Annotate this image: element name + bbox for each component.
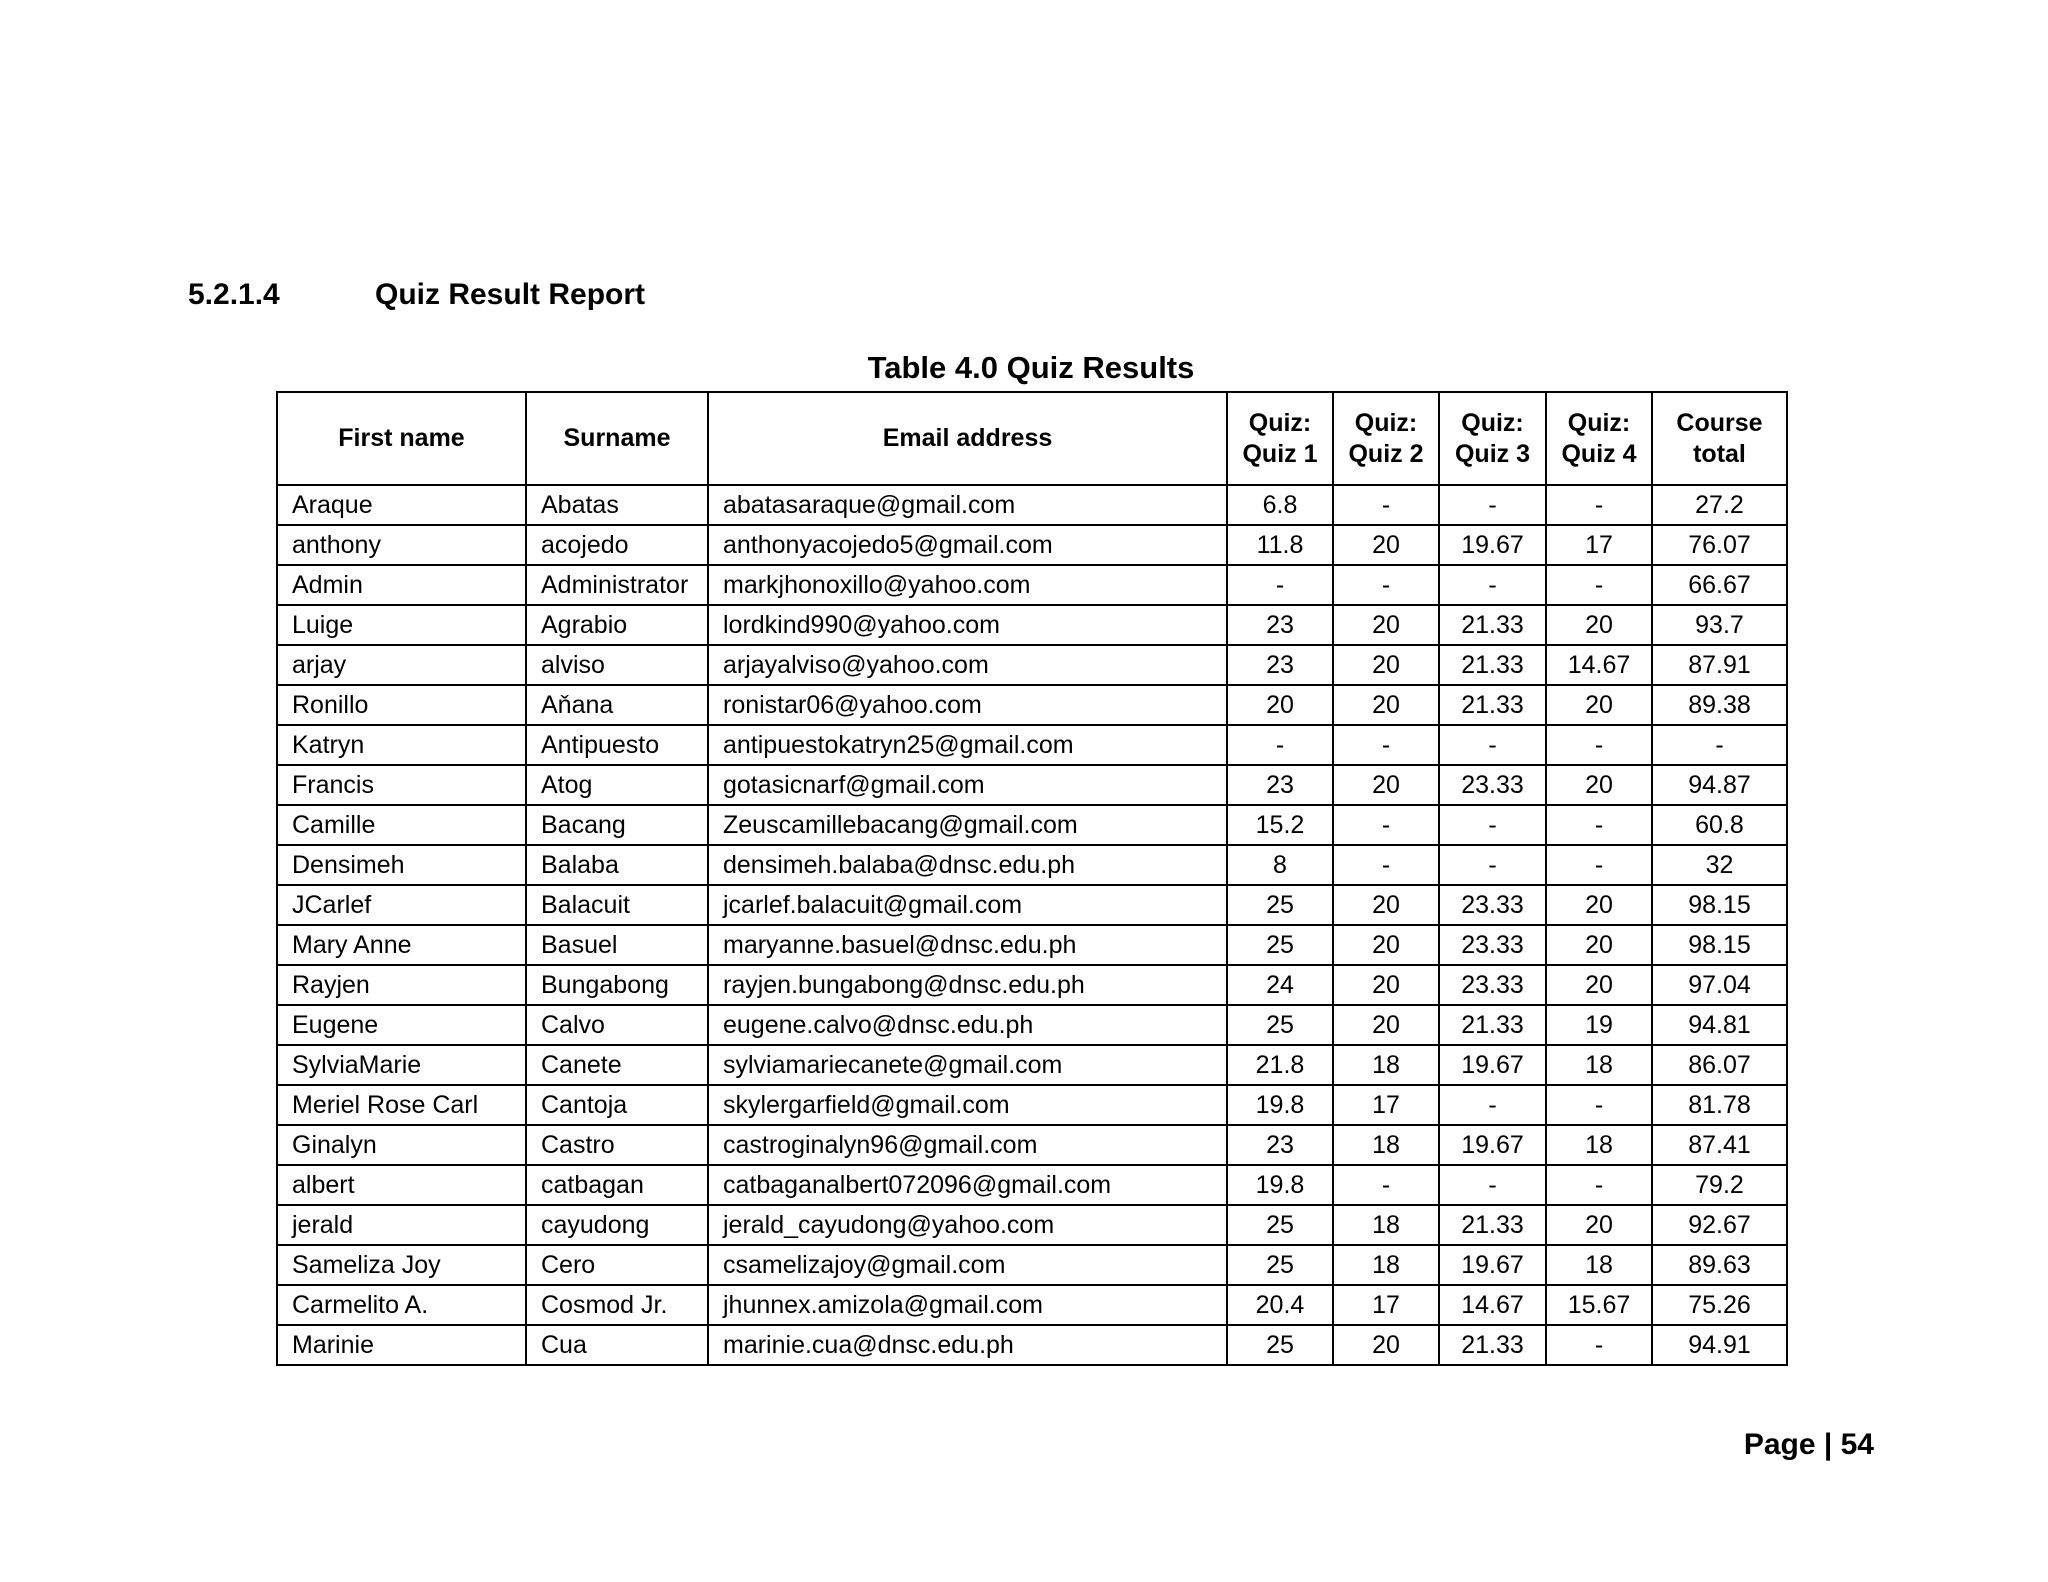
table-caption: Table 4.0 Quiz Results	[867, 350, 1195, 385]
first-name-cell: JCarlef	[277, 885, 526, 925]
quiz-4-cell: 15.67	[1546, 1285, 1652, 1325]
course-total-cell: 94.87	[1652, 765, 1787, 805]
table-row	[277, 1245, 1787, 1285]
quiz-2-cell: 20	[1333, 925, 1439, 965]
quiz-1-cell: 25	[1227, 1245, 1333, 1285]
email-cell: gotasicnarf@gmail.com	[708, 765, 1227, 805]
first-name-cell: Mary Anne	[277, 925, 526, 965]
quiz-3-cell: -	[1439, 1165, 1546, 1205]
surname-cell: Bacang	[526, 805, 708, 845]
table-row	[277, 885, 1787, 925]
quiz-3-cell: 21.33	[1439, 1005, 1546, 1045]
quiz-1-cell: 24	[1227, 965, 1333, 1005]
table-row	[277, 485, 1787, 525]
quiz-2-cell: 20	[1333, 765, 1439, 805]
surname-cell: Cosmod Jr.	[526, 1285, 708, 1325]
quiz-4-cell: 20	[1546, 765, 1652, 805]
surname-cell: Administrator	[526, 565, 708, 605]
quiz-1-cell: 25	[1227, 1005, 1333, 1045]
table-row	[277, 1085, 1787, 1125]
first-name-cell: Eugene	[277, 1005, 526, 1045]
email-cell: catbaganalbert072096@gmail.com	[708, 1165, 1227, 1205]
course-total-cell: 32	[1652, 845, 1787, 885]
surname-cell: Basuel	[526, 925, 708, 965]
surname-cell: acojedo	[526, 525, 708, 565]
email-cell: marinie.cua@dnsc.edu.ph	[708, 1325, 1227, 1365]
quiz-4-cell: 17	[1546, 525, 1652, 565]
surname-cell: Bungabong	[526, 965, 708, 1005]
table-row	[277, 1125, 1787, 1165]
course-total-cell: 66.67	[1652, 565, 1787, 605]
quiz-2-cell: -	[1333, 725, 1439, 765]
course-total-cell: 89.38	[1652, 685, 1787, 725]
quiz-4-cell: 20	[1546, 965, 1652, 1005]
email-cell: markjhonoxillo@yahoo.com	[708, 565, 1227, 605]
quiz-4-cell: 18	[1546, 1245, 1652, 1285]
quiz-2-cell: 17	[1333, 1285, 1439, 1325]
quiz-4-cell: -	[1546, 805, 1652, 845]
email-cell: lordkind990@yahoo.com	[708, 605, 1227, 645]
first-name-cell: Luige	[277, 605, 526, 645]
quiz-1-cell: -	[1227, 725, 1333, 765]
quiz-2-cell: 18	[1333, 1045, 1439, 1085]
quiz-2-cell: 20	[1333, 1325, 1439, 1365]
quiz-2-cell: 18	[1333, 1205, 1439, 1245]
table-row	[277, 565, 1787, 605]
quiz-4-cell: 19	[1546, 1005, 1652, 1045]
course-total-cell: 89.63	[1652, 1245, 1787, 1285]
header-row	[277, 392, 1787, 485]
quiz-1-cell: -	[1227, 565, 1333, 605]
quiz-2-cell: -	[1333, 485, 1439, 525]
course-total-cell: 87.41	[1652, 1125, 1787, 1165]
quiz-4-cell: 18	[1546, 1125, 1652, 1165]
quiz-2-cell: 20	[1333, 645, 1439, 685]
quiz-2-cell: 18	[1333, 1125, 1439, 1165]
table-row	[277, 1165, 1787, 1205]
table-row	[277, 1045, 1787, 1085]
surname-cell: Cero	[526, 1245, 708, 1285]
email-cell: eugene.calvo@dnsc.edu.ph	[708, 1005, 1227, 1045]
section-number: 5.2.1.4	[188, 278, 280, 311]
quiz-1-cell: 25	[1227, 1325, 1333, 1365]
course-total-cell: 97.04	[1652, 965, 1787, 1005]
table-row	[277, 1205, 1787, 1245]
surname-cell: Abatas	[526, 485, 708, 525]
table-row	[277, 765, 1787, 805]
quiz-4-cell: 20	[1546, 925, 1652, 965]
quiz-3-cell: -	[1439, 725, 1546, 765]
quiz-1-cell: 11.8	[1227, 525, 1333, 565]
surname-cell: cayudong	[526, 1205, 708, 1245]
quiz-2-cell: 20	[1333, 885, 1439, 925]
quiz-1-cell: 15.2	[1227, 805, 1333, 845]
course-total-cell: 60.8	[1652, 805, 1787, 845]
course-total-cell: 79.2	[1652, 1165, 1787, 1205]
quiz-4-cell: -	[1546, 1325, 1652, 1365]
quiz-4-cell: 20	[1546, 885, 1652, 925]
quiz-2-cell: 17	[1333, 1085, 1439, 1125]
first-name-cell: Katryn	[277, 725, 526, 765]
quiz-3-cell: 23.33	[1439, 965, 1546, 1005]
email-cell: castroginalyn96@gmail.com	[708, 1125, 1227, 1165]
quiz-3-cell: 19.67	[1439, 525, 1546, 565]
course-total-cell: 98.15	[1652, 925, 1787, 965]
quiz-3-cell: -	[1439, 485, 1546, 525]
first-name-cell: anthony	[277, 525, 526, 565]
quiz-1-cell: 23	[1227, 645, 1333, 685]
first-name-cell: Meriel Rose Carl	[277, 1085, 526, 1125]
quiz-3-cell: 19.67	[1439, 1245, 1546, 1285]
course-total-cell: 92.67	[1652, 1205, 1787, 1245]
quiz-3-cell: -	[1439, 805, 1546, 845]
table-row	[277, 605, 1787, 645]
table-row	[277, 1005, 1787, 1045]
quiz-4-cell: -	[1546, 1085, 1652, 1125]
quiz-4-cell: -	[1546, 485, 1652, 525]
course-total-cell: 98.15	[1652, 885, 1787, 925]
quiz-2-cell: 20	[1333, 965, 1439, 1005]
surname-cell: Balaba	[526, 845, 708, 885]
first-name-cell: Francis	[277, 765, 526, 805]
email-cell: arjayalviso@yahoo.com	[708, 645, 1227, 685]
table-row	[277, 725, 1787, 765]
surname-cell: alviso	[526, 645, 708, 685]
quiz-2-cell: 20	[1333, 685, 1439, 725]
first-name-cell: albert	[277, 1165, 526, 1205]
quiz-1-cell: 20	[1227, 685, 1333, 725]
quiz-4-cell: 14.67	[1546, 645, 1652, 685]
surname-cell: Canete	[526, 1045, 708, 1085]
table-row	[277, 1325, 1787, 1365]
quiz-1-cell: 19.8	[1227, 1165, 1333, 1205]
column-header-email: Email address	[708, 392, 1227, 485]
table-row	[277, 925, 1787, 965]
quiz-4-cell: -	[1546, 1165, 1652, 1205]
quiz-4-cell: 18	[1546, 1045, 1652, 1085]
quiz-3-cell: 21.33	[1439, 685, 1546, 725]
email-cell: antipuestokatryn25@gmail.com	[708, 725, 1227, 765]
email-cell: ronistar06@yahoo.com	[708, 685, 1227, 725]
table-row	[277, 965, 1787, 1005]
quiz-3-cell: -	[1439, 565, 1546, 605]
first-name-cell: Ginalyn	[277, 1125, 526, 1165]
quiz-2-cell: 20	[1333, 525, 1439, 565]
course-total-cell: 87.91	[1652, 645, 1787, 685]
course-total-cell: 86.07	[1652, 1045, 1787, 1085]
surname-cell: Agrabio	[526, 605, 708, 645]
quiz-1-cell: 23	[1227, 1125, 1333, 1165]
surname-cell: Atog	[526, 765, 708, 805]
quiz-3-cell: 21.33	[1439, 1205, 1546, 1245]
email-cell: csamelizajoy@gmail.com	[708, 1245, 1227, 1285]
first-name-cell: Ronillo	[277, 685, 526, 725]
course-total-cell: -	[1652, 725, 1787, 765]
first-name-cell: SylviaMarie	[277, 1045, 526, 1085]
table-row	[277, 645, 1787, 685]
column-header-quiz-1: Quiz: Quiz 1	[1227, 392, 1333, 485]
course-total-cell: 75.26	[1652, 1285, 1787, 1325]
surname-cell: Antipuesto	[526, 725, 708, 765]
email-cell: jerald_cayudong@yahoo.com	[708, 1205, 1227, 1245]
first-name-cell: Sameliza Joy	[277, 1245, 526, 1285]
email-cell: Zeuscamillebacang@gmail.com	[708, 805, 1227, 845]
email-cell: sylviamariecanete@gmail.com	[708, 1045, 1227, 1085]
quiz-1-cell: 23	[1227, 765, 1333, 805]
quiz-2-cell: -	[1333, 1165, 1439, 1205]
first-name-cell: arjay	[277, 645, 526, 685]
page-number: Page | 54	[1743, 1428, 1874, 1461]
table-row	[277, 525, 1787, 565]
course-total-cell: 94.91	[1652, 1325, 1787, 1365]
quiz-1-cell: 19.8	[1227, 1085, 1333, 1125]
first-name-cell: Carmelito A.	[277, 1285, 526, 1325]
email-cell: rayjen.bungabong@dnsc.edu.ph	[708, 965, 1227, 1005]
surname-cell: Cua	[526, 1325, 708, 1365]
column-header-surname: Surname	[526, 392, 708, 485]
surname-cell: Aňana	[526, 685, 708, 725]
table-row	[277, 1285, 1787, 1325]
quiz-2-cell: -	[1333, 845, 1439, 885]
email-cell: abatasaraque@gmail.com	[708, 485, 1227, 525]
first-name-cell: Araque	[277, 485, 526, 525]
table-row	[277, 685, 1787, 725]
section-heading	[188, 278, 645, 312]
course-total-cell: 76.07	[1652, 525, 1787, 565]
first-name-cell: Admin	[277, 565, 526, 605]
quiz-1-cell: 20.4	[1227, 1285, 1333, 1325]
course-total-cell: 81.78	[1652, 1085, 1787, 1125]
quiz-1-cell: 25	[1227, 925, 1333, 965]
quiz-3-cell: 14.67	[1439, 1285, 1546, 1325]
quiz-2-cell: -	[1333, 565, 1439, 605]
quiz-3-cell: 23.33	[1439, 765, 1546, 805]
surname-cell: catbagan	[526, 1165, 708, 1205]
quiz-4-cell: 20	[1546, 685, 1652, 725]
surname-cell: Castro	[526, 1125, 708, 1165]
quiz-3-cell: -	[1439, 1085, 1546, 1125]
quiz-1-cell: 6.8	[1227, 485, 1333, 525]
email-cell: maryanne.basuel@dnsc.edu.ph	[708, 925, 1227, 965]
quiz-3-cell: 19.67	[1439, 1125, 1546, 1165]
quiz-3-cell: 19.67	[1439, 1045, 1546, 1085]
quiz-1-cell: 8	[1227, 845, 1333, 885]
column-header-course-total: Course total	[1652, 392, 1787, 485]
quiz-4-cell: -	[1546, 845, 1652, 885]
course-total-cell: 93.7	[1652, 605, 1787, 645]
first-name-cell: Marinie	[277, 1325, 526, 1365]
first-name-cell: Densimeh	[277, 845, 526, 885]
first-name-cell: Camille	[277, 805, 526, 845]
quiz-3-cell: 21.33	[1439, 605, 1546, 645]
surname-cell: Cantoja	[526, 1085, 708, 1125]
quiz-1-cell: 25	[1227, 1205, 1333, 1245]
email-cell: jcarlef.balacuit@gmail.com	[708, 885, 1227, 925]
table-body	[277, 485, 1787, 1365]
quiz-3-cell: 21.33	[1439, 1325, 1546, 1365]
quiz-1-cell: 25	[1227, 885, 1333, 925]
email-cell: jhunnex.amizola@gmail.com	[708, 1285, 1227, 1325]
quiz-4-cell: 20	[1546, 1205, 1652, 1245]
quiz-results-table	[276, 391, 1788, 1366]
table-row	[277, 845, 1787, 885]
quiz-2-cell: 20	[1333, 605, 1439, 645]
first-name-cell: jerald	[277, 1205, 526, 1245]
quiz-4-cell: -	[1546, 725, 1652, 765]
column-header-first-name: First name	[277, 392, 526, 485]
quiz-3-cell: 23.33	[1439, 925, 1546, 965]
first-name-cell: Rayjen	[277, 965, 526, 1005]
surname-cell: Balacuit	[526, 885, 708, 925]
quiz-4-cell: -	[1546, 565, 1652, 605]
quiz-3-cell: 21.33	[1439, 645, 1546, 685]
column-header-quiz-3: Quiz: Quiz 3	[1439, 392, 1546, 485]
email-cell: skylergarfield@gmail.com	[708, 1085, 1227, 1125]
section-title: Quiz Result Report	[375, 278, 646, 311]
quiz-3-cell: 23.33	[1439, 885, 1546, 925]
course-total-cell: 94.81	[1652, 1005, 1787, 1045]
quiz-1-cell: 23	[1227, 605, 1333, 645]
quiz-1-cell: 21.8	[1227, 1045, 1333, 1085]
course-total-cell: 27.2	[1652, 485, 1787, 525]
email-cell: anthonyacojedo5@gmail.com	[708, 525, 1227, 565]
quiz-2-cell: 18	[1333, 1245, 1439, 1285]
column-header-quiz-4: Quiz: Quiz 4	[1546, 392, 1652, 485]
column-header-quiz-2: Quiz: Quiz 2	[1333, 392, 1439, 485]
quiz-4-cell: 20	[1546, 605, 1652, 645]
email-cell: densimeh.balaba@dnsc.edu.ph	[708, 845, 1227, 885]
quiz-3-cell: -	[1439, 845, 1546, 885]
table-row	[277, 805, 1787, 845]
quiz-2-cell: -	[1333, 805, 1439, 845]
surname-cell: Calvo	[526, 1005, 708, 1045]
quiz-2-cell: 20	[1333, 1005, 1439, 1045]
